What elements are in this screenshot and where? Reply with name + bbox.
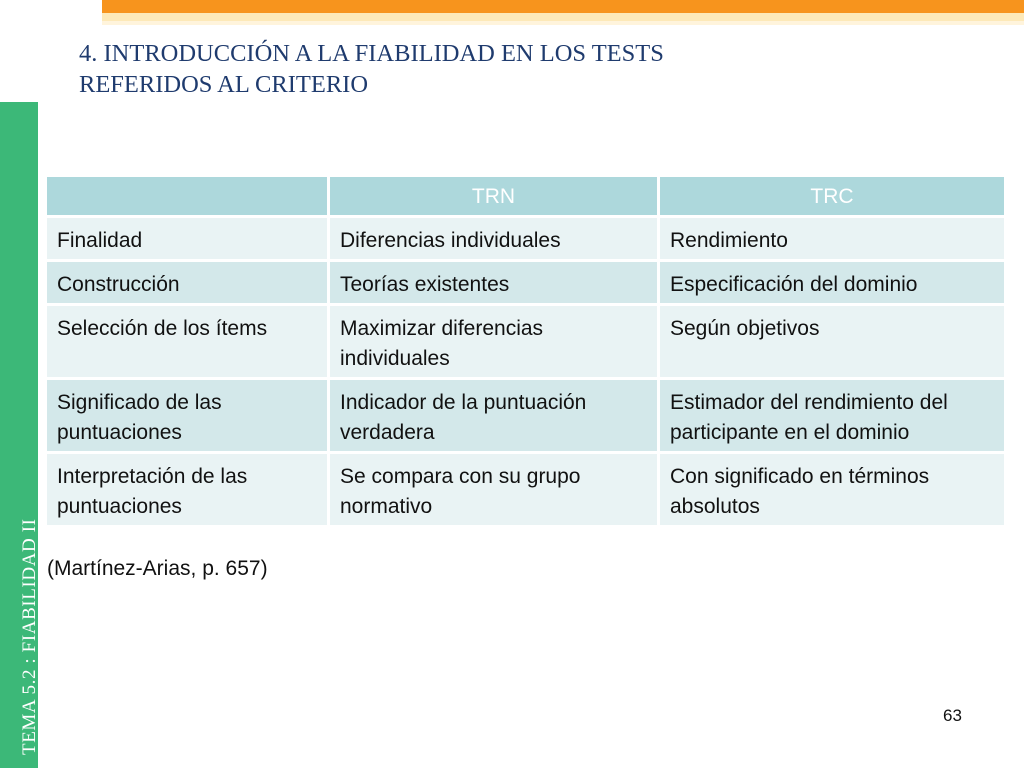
slide-title-line-2: REFERIDOS AL CRITERIO	[79, 71, 369, 98]
table-header-trn: TRN	[329, 176, 659, 217]
trn-cell: Diferencias individuales	[329, 217, 659, 261]
table-row	[46, 453, 1006, 527]
row-label: Interpretación de las puntuaciones	[46, 453, 329, 527]
trn-cell: Se compara con su grupo normativo	[329, 453, 659, 527]
top-accent-bar	[102, 0, 1024, 13]
row-label: Selección de los ítems	[46, 305, 329, 379]
row-label: Finalidad	[46, 217, 329, 261]
table-row	[46, 379, 1006, 453]
row-label: Construcción	[46, 261, 329, 305]
table-header-empty	[46, 176, 329, 217]
page-number: 63	[943, 706, 962, 725]
table-header-trc: TRC	[659, 176, 1006, 217]
trc-cell: Rendimiento	[659, 217, 1006, 261]
row-label: Significado de las puntuaciones	[46, 379, 329, 453]
table-header-row	[46, 176, 1006, 217]
trc-cell: Estimador del rendimiento del participante en el dominio	[659, 379, 1006, 453]
trc-cell: Según objetivos	[659, 305, 1006, 379]
top-accent-stripe-light	[102, 21, 1024, 25]
table-row	[46, 305, 1006, 379]
table-row	[46, 217, 1006, 261]
comparison-table	[44, 174, 1007, 528]
trn-cell: Indicador de la puntuación verdadera	[329, 379, 659, 453]
citation: (Martínez-Arias, p. 657)	[47, 557, 268, 580]
top-accent-stripe	[102, 13, 1024, 21]
slide-title-line-1: 4. INTRODUCCIÓN A LA FIABILIDAD EN LOS TESTS	[79, 40, 664, 67]
trn-cell: Maximizar diferencias individuales	[329, 305, 659, 379]
slide-title	[79, 38, 879, 100]
trc-cell: Especificación del dominio	[659, 261, 1006, 305]
table-row	[46, 261, 1006, 305]
trc-cell: Con significado en términos absolutos	[659, 453, 1006, 527]
trn-cell: Teorías existentes	[329, 261, 659, 305]
side-label: TEMA 5.2 : FIABILIDAD II	[19, 518, 40, 755]
